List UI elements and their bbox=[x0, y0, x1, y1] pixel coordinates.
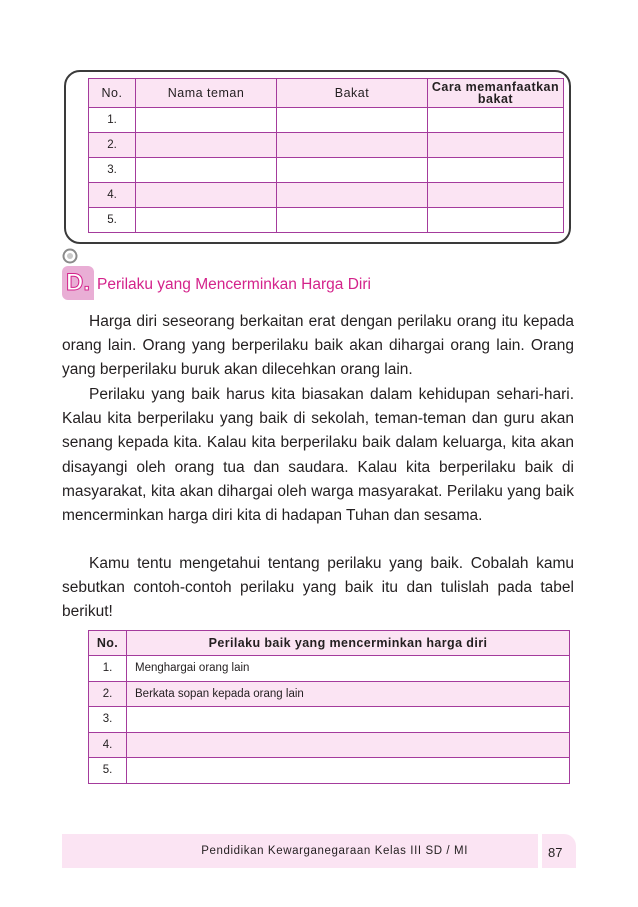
row-number: 3. bbox=[89, 158, 136, 183]
cell-friend-name[interactable] bbox=[136, 108, 277, 133]
cell-talent[interactable] bbox=[277, 108, 428, 133]
footer-band bbox=[62, 834, 538, 868]
footer-book-title: Pendidikan Kewarganegaraan Kelas III SD / MI bbox=[201, 845, 468, 857]
row-number: 1. bbox=[89, 108, 136, 133]
header-no: No. bbox=[89, 631, 127, 656]
table-row bbox=[89, 656, 570, 682]
table-row bbox=[89, 758, 570, 784]
row-number: 5. bbox=[89, 208, 136, 233]
table-row bbox=[89, 183, 564, 208]
cell-use-talent[interactable] bbox=[428, 183, 564, 208]
cell-use-talent[interactable] bbox=[428, 108, 564, 133]
behavior-cell[interactable] bbox=[127, 707, 570, 733]
table-row bbox=[89, 732, 570, 758]
table-row bbox=[89, 158, 564, 183]
table-header-row bbox=[89, 631, 570, 656]
cell-talent[interactable] bbox=[277, 183, 428, 208]
header-talent: Bakat bbox=[277, 79, 428, 108]
behavior-cell[interactable] bbox=[127, 758, 570, 784]
cell-use-talent[interactable] bbox=[428, 208, 564, 233]
row-number: 2. bbox=[89, 681, 127, 707]
table-row bbox=[89, 681, 570, 707]
paragraph-text: Perilaku yang baik harus kita biasakan dalam kehidupan sehari-hari. Kalau kita berperilaku yang baik di sekolah, teman-teman dan guru akan senang kepada kita. Kalau kita berperilaku baik dalam keluarga, kita akan disayangi oleh orang tua dan saudara. Kalau kita berperilaku baik di masyarakat, kita akan dihargai oleh warga masyarakat. Perilaku yang baik mencerminkan harga diri kita di hadapan Tuhan dan sesama. bbox=[62, 386, 574, 525]
cell-friend-name[interactable] bbox=[136, 183, 277, 208]
row-number: 5. bbox=[89, 758, 127, 784]
paragraph-text: Harga diri seseorang berkaitan erat dengan perilaku orang itu kepada orang lain. Orang yang berperilaku baik akan dihargai orang lain. Orang yang berperilaku buruk akan dilecehkan orang lain. bbox=[62, 313, 574, 379]
friends-talent-table bbox=[88, 78, 564, 233]
row-number: 2. bbox=[89, 133, 136, 158]
row-number: 4. bbox=[89, 183, 136, 208]
header-good-behavior: Perilaku baik yang mencerminkan harga diri bbox=[127, 631, 570, 656]
table-row bbox=[89, 208, 564, 233]
cell-friend-name[interactable] bbox=[136, 133, 277, 158]
paragraph-text: Kamu tentu mengetahui tentang perilaku yang baik. Cobalah kamu sebutkan contoh-contoh perilaku yang baik itu dan tulislah pada tabel berikut! bbox=[62, 555, 574, 621]
section-letter: D. bbox=[66, 269, 90, 296]
table-header-row bbox=[89, 79, 564, 108]
table-row bbox=[89, 707, 570, 733]
cell-friend-name[interactable] bbox=[136, 208, 277, 233]
cell-use-talent[interactable] bbox=[428, 133, 564, 158]
row-number: 3. bbox=[89, 707, 127, 733]
behavior-cell[interactable] bbox=[127, 732, 570, 758]
cell-use-talent[interactable] bbox=[428, 158, 564, 183]
row-number: 1. bbox=[89, 656, 127, 682]
paragraph-1 bbox=[62, 310, 574, 383]
section-title: Perilaku yang Mencerminkan Harga Diri bbox=[97, 276, 371, 293]
header-no: No. bbox=[89, 79, 136, 108]
cell-talent[interactable] bbox=[277, 208, 428, 233]
behavior-cell[interactable]: Berkata sopan kepada orang lain bbox=[127, 681, 570, 707]
page-number: 87 bbox=[548, 845, 563, 860]
cell-talent[interactable] bbox=[277, 158, 428, 183]
behavior-cell[interactable]: Menghargai orang lain bbox=[127, 656, 570, 682]
section-letter-badge bbox=[62, 266, 94, 300]
row-number: 4. bbox=[89, 732, 127, 758]
table-row bbox=[89, 133, 564, 158]
cell-friend-name[interactable] bbox=[136, 158, 277, 183]
paragraph-3 bbox=[62, 552, 574, 625]
cell-talent[interactable] bbox=[277, 133, 428, 158]
header-use-talent: Cara memanfaatkan bakat bbox=[428, 79, 564, 108]
paragraph-2 bbox=[62, 383, 574, 528]
pin-icon bbox=[62, 248, 78, 264]
table-row bbox=[89, 108, 564, 133]
header-friend-name: Nama teman bbox=[136, 79, 277, 108]
good-behavior-table bbox=[88, 630, 570, 784]
